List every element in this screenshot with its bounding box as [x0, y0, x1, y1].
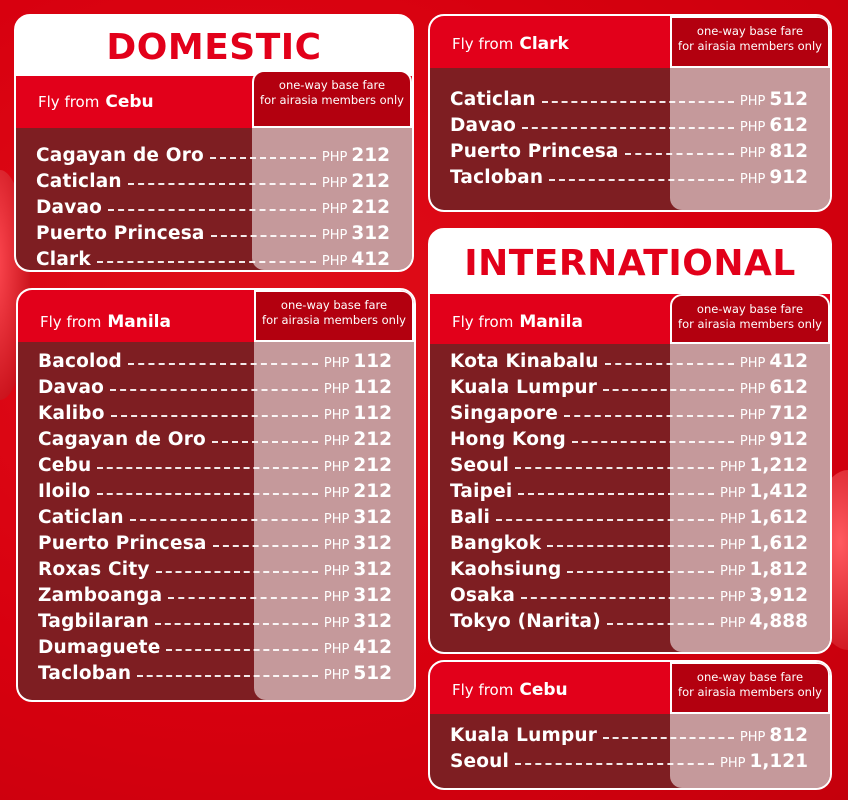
fare-price	[720, 559, 808, 580]
route-row	[36, 194, 390, 220]
fare-price	[720, 585, 808, 606]
destination-name: Clark	[36, 248, 91, 270]
currency-label: PHP	[323, 433, 350, 449]
fare-price	[720, 455, 808, 476]
currency-label: PHP	[323, 667, 350, 683]
route-row	[450, 478, 808, 504]
fly-from-label	[38, 92, 154, 112]
fare-price	[324, 481, 392, 502]
currency-label: PHP	[720, 537, 746, 553]
fly-from-text: Fly from	[452, 313, 514, 331]
fare-price	[740, 351, 808, 372]
destination-name: Singapore	[450, 402, 558, 424]
currency-label: PHP	[321, 227, 348, 243]
destination-name: Tagbilaran	[38, 610, 150, 632]
route-row	[38, 608, 392, 634]
fare-amount: 3,912	[749, 584, 808, 606]
dotted-leader	[211, 235, 316, 237]
fare-price	[740, 403, 808, 424]
fare-price	[740, 167, 808, 188]
fare-price	[324, 429, 392, 450]
fare-amount: 312	[353, 532, 392, 554]
route-row	[450, 138, 808, 164]
currency-label: PHP	[739, 171, 766, 187]
fare-amount: 1,212	[749, 454, 808, 476]
currency-label: PHP	[739, 433, 766, 449]
fare-amount: 1,412	[749, 480, 808, 502]
fare-price	[322, 249, 390, 270]
fare-price	[740, 89, 808, 110]
dotted-leader	[137, 675, 318, 677]
destination-name: Seoul	[450, 454, 510, 476]
currency-label: PHP	[323, 407, 350, 423]
fare-amount: 212	[353, 454, 392, 476]
fare-price	[740, 725, 808, 746]
origin-city: Manila	[107, 312, 171, 332]
dotted-leader	[166, 649, 317, 651]
fare-amount: 712	[769, 402, 808, 424]
dotted-leader	[168, 597, 318, 599]
fly-from-text: Fly from	[452, 681, 514, 699]
destination-name: Puerto Princesa	[36, 222, 205, 244]
currency-label: PHP	[323, 641, 350, 657]
currency-label: PHP	[323, 355, 350, 371]
currency-label: PHP	[720, 615, 746, 631]
dotted-leader	[97, 493, 318, 495]
dotted-leader	[625, 153, 734, 155]
fly-from-label	[452, 680, 568, 700]
fare-price	[322, 171, 390, 192]
route-row	[38, 374, 392, 400]
route-row	[38, 556, 392, 582]
domestic-cebu-card	[14, 14, 414, 272]
destination-name: Tokyo (Narita)	[450, 610, 601, 632]
fly-from-label	[452, 312, 583, 332]
destination-name: Zamboanga	[38, 584, 163, 606]
fare-note-line-2: for airasia members only	[262, 313, 406, 327]
dotted-leader	[567, 571, 714, 573]
currency-label: PHP	[739, 145, 766, 161]
currency-label: PHP	[323, 485, 350, 501]
fare-note-line-1: one-way base fare	[278, 78, 386, 92]
fare-note-line-1: one-way base fare	[280, 298, 388, 312]
currency-label: PHP	[323, 589, 350, 605]
fare-price	[324, 403, 392, 424]
destination-name: Caticlan	[450, 88, 536, 110]
destination-name: Davao	[450, 114, 517, 136]
dotted-leader	[605, 363, 734, 365]
fare-price	[324, 351, 392, 372]
fare-note-line-2: for airasia members only	[678, 685, 822, 699]
currency-label: PHP	[720, 511, 746, 527]
fare-price	[720, 481, 808, 502]
fare-amount: 912	[769, 166, 808, 188]
route-row	[38, 452, 392, 478]
currency-label: PHP	[720, 485, 746, 501]
destination-name: Caticlan	[36, 170, 122, 192]
currency-label: PHP	[739, 93, 766, 109]
destination-name: Kota Kinabalu	[450, 350, 599, 372]
fare-amount: 112	[353, 376, 392, 398]
route-row	[38, 634, 392, 660]
destination-name: Kaohsiung	[450, 558, 562, 580]
route-row	[450, 452, 808, 478]
route-row	[450, 164, 808, 190]
dotted-leader	[547, 545, 714, 547]
currency-label: PHP	[321, 253, 348, 269]
route-row	[450, 112, 808, 138]
route-row	[450, 348, 808, 374]
dotted-leader	[97, 467, 318, 469]
fly-from-bar	[430, 294, 830, 344]
fare-amount: 1,612	[749, 506, 808, 528]
fare-note-tab	[670, 294, 830, 344]
currency-label: PHP	[739, 119, 766, 135]
route-row	[38, 478, 392, 504]
currency-label: PHP	[323, 537, 350, 553]
fare-note-tab	[252, 70, 412, 128]
fly-from-bar	[430, 662, 830, 714]
fare-price	[324, 663, 392, 684]
fly-from-text: Fly from	[40, 313, 102, 331]
fly-from-bar	[18, 290, 414, 342]
dotted-leader	[496, 519, 714, 521]
fare-price	[324, 611, 392, 632]
currency-label: PHP	[321, 149, 348, 165]
fare-note-tab	[254, 290, 414, 342]
destination-name: Cagayan de Oro	[36, 144, 204, 166]
dotted-leader	[210, 157, 316, 159]
route-row	[450, 748, 808, 774]
fare-amount: 312	[351, 222, 390, 244]
fare-price	[740, 115, 808, 136]
route-table	[430, 68, 830, 210]
destination-name: Hong Kong	[450, 428, 566, 450]
dotted-leader	[110, 389, 318, 391]
fare-price	[720, 533, 808, 554]
origin-city: Clark	[519, 34, 569, 54]
fare-amount: 412	[353, 636, 392, 658]
fare-price	[324, 585, 392, 606]
route-row	[450, 722, 808, 748]
route-row	[450, 556, 808, 582]
currency-label: PHP	[323, 615, 350, 631]
dotted-leader	[97, 261, 316, 263]
dotted-leader	[521, 597, 714, 599]
dotted-leader	[130, 519, 318, 521]
fare-price	[720, 751, 808, 772]
domestic-title: DOMESTIC	[106, 27, 322, 68]
fare-price	[322, 145, 390, 166]
international-title: INTERNATIONAL	[464, 243, 796, 284]
destination-name: Bangkok	[450, 532, 542, 554]
route-row	[450, 504, 808, 530]
fly-from-label	[40, 312, 171, 332]
route-row	[36, 220, 390, 246]
fare-amount: 812	[769, 140, 808, 162]
fare-price	[324, 377, 392, 398]
fly-from-text: Fly from	[452, 35, 514, 53]
fare-amount: 312	[353, 610, 392, 632]
currency-label: PHP	[321, 201, 348, 217]
destination-name: Caticlan	[38, 506, 124, 528]
fare-amount: 112	[353, 350, 392, 372]
destination-name: Osaka	[450, 584, 516, 606]
route-row	[450, 426, 808, 452]
destination-name: Tacloban	[450, 166, 544, 188]
destination-name: Seoul	[450, 750, 510, 772]
destination-name: Dumaguete	[38, 636, 161, 658]
route-row	[450, 374, 808, 400]
fare-price	[740, 377, 808, 398]
destination-name: Davao	[36, 196, 103, 218]
fare-price	[324, 637, 392, 658]
fare-amount: 512	[353, 662, 392, 684]
fare-amount: 212	[353, 428, 392, 450]
fare-note-line-2: for airasia members only	[678, 39, 822, 53]
fare-amount: 1,612	[749, 532, 808, 554]
fare-price	[324, 455, 392, 476]
dotted-leader	[542, 101, 734, 103]
destination-name: Tacloban	[38, 662, 132, 684]
route-row	[38, 530, 392, 556]
dotted-leader	[111, 415, 318, 417]
fare-note-line-1: one-way base fare	[696, 24, 804, 38]
international-cebu-card	[428, 660, 832, 790]
route-row	[450, 530, 808, 556]
currency-label: PHP	[720, 459, 746, 475]
fare-amount: 1,812	[749, 558, 808, 580]
fare-price	[720, 611, 808, 632]
origin-city: Cebu	[105, 92, 154, 112]
fare-amount: 612	[769, 376, 808, 398]
route-row	[450, 608, 808, 634]
fare-amount: 312	[353, 558, 392, 580]
currency-label: PHP	[720, 755, 746, 771]
currency-label: PHP	[323, 563, 350, 579]
fare-amount: 212	[351, 170, 390, 192]
fare-price	[324, 507, 392, 528]
route-row	[38, 582, 392, 608]
route-table	[18, 342, 414, 700]
currency-label: PHP	[739, 407, 766, 423]
fare-price	[740, 141, 808, 162]
domestic-clark-card	[428, 14, 832, 212]
currency-label: PHP	[739, 381, 766, 397]
fare-amount: 912	[769, 428, 808, 450]
fare-note-line-1: one-way base fare	[696, 670, 804, 684]
fare-amount: 312	[353, 584, 392, 606]
fare-note-line-2: for airasia members only	[260, 93, 404, 107]
fare-note-tab	[670, 16, 830, 68]
route-row	[36, 142, 390, 168]
destination-name: Bali	[450, 506, 491, 528]
fare-amount: 212	[351, 144, 390, 166]
international-manila-card	[428, 228, 832, 654]
dotted-leader	[128, 363, 318, 365]
currency-label: PHP	[321, 175, 348, 191]
dotted-leader	[603, 737, 734, 739]
fare-price	[720, 507, 808, 528]
origin-city: Cebu	[519, 680, 568, 700]
route-row	[38, 660, 392, 686]
destination-name: Bacolod	[38, 350, 122, 372]
currency-label: PHP	[720, 589, 746, 605]
fare-amount: 112	[353, 402, 392, 424]
fare-price	[322, 223, 390, 244]
destination-name: Kalibo	[38, 402, 105, 424]
currency-label: PHP	[323, 511, 350, 527]
destination-name: Iloilo	[38, 480, 91, 502]
dotted-leader	[549, 179, 734, 181]
fare-price	[324, 533, 392, 554]
fare-amount: 412	[351, 248, 390, 270]
fare-amount: 4,888	[749, 610, 808, 632]
currency-label: PHP	[720, 563, 746, 579]
dotted-leader	[515, 763, 714, 765]
route-row	[36, 246, 390, 272]
currency-label: PHP	[739, 729, 766, 745]
dotted-leader	[572, 441, 734, 443]
fare-amount: 312	[353, 506, 392, 528]
destination-name: Puerto Princesa	[38, 532, 207, 554]
destination-name: Kuala Lumpur	[450, 724, 598, 746]
fare-amount: 212	[351, 196, 390, 218]
route-table	[430, 344, 830, 652]
route-table	[16, 128, 412, 270]
route-row	[38, 400, 392, 426]
fly-from-bar	[16, 76, 412, 128]
dotted-leader	[156, 571, 318, 573]
destination-name: Kuala Lumpur	[450, 376, 598, 398]
route-row	[38, 348, 392, 374]
destination-name: Puerto Princesa	[450, 140, 619, 162]
dotted-leader	[603, 389, 734, 391]
fare-note-line-1: one-way base fare	[696, 302, 804, 316]
dotted-leader	[108, 209, 316, 211]
currency-label: PHP	[739, 355, 766, 371]
route-row	[38, 504, 392, 530]
fare-price	[740, 429, 808, 450]
fare-amount: 512	[769, 88, 808, 110]
dotted-leader	[213, 545, 318, 547]
destination-name: Cagayan de Oro	[38, 428, 206, 450]
fly-from-text: Fly from	[38, 93, 100, 111]
fare-note-line-2: for airasia members only	[678, 317, 822, 331]
route-table	[430, 714, 830, 788]
route-row	[450, 582, 808, 608]
fare-amount: 212	[353, 480, 392, 502]
dotted-leader	[128, 183, 316, 185]
dotted-leader	[522, 127, 734, 129]
destination-name: Taipei	[450, 480, 513, 502]
fare-amount: 412	[769, 350, 808, 372]
dotted-leader	[518, 493, 714, 495]
destination-name: Roxas City	[38, 558, 150, 580]
fare-amount: 1,121	[749, 750, 808, 772]
fly-from-bar	[430, 16, 830, 68]
currency-label: PHP	[323, 381, 350, 397]
fare-note-tab	[670, 662, 830, 714]
origin-city: Manila	[519, 312, 583, 332]
dotted-leader	[212, 441, 318, 443]
currency-label: PHP	[323, 459, 350, 475]
dotted-leader	[564, 415, 734, 417]
route-row	[450, 86, 808, 112]
dotted-leader	[155, 623, 318, 625]
fly-from-label	[452, 34, 569, 54]
dotted-leader	[515, 467, 714, 469]
dotted-leader	[607, 623, 714, 625]
fare-price	[324, 559, 392, 580]
destination-name: Davao	[38, 376, 105, 398]
domestic-manila-card	[16, 288, 416, 702]
route-row	[38, 426, 392, 452]
fare-price	[322, 197, 390, 218]
route-row	[450, 400, 808, 426]
destination-name: Cebu	[38, 454, 92, 476]
route-row	[36, 168, 390, 194]
fare-amount: 812	[769, 724, 808, 746]
fare-amount: 612	[769, 114, 808, 136]
